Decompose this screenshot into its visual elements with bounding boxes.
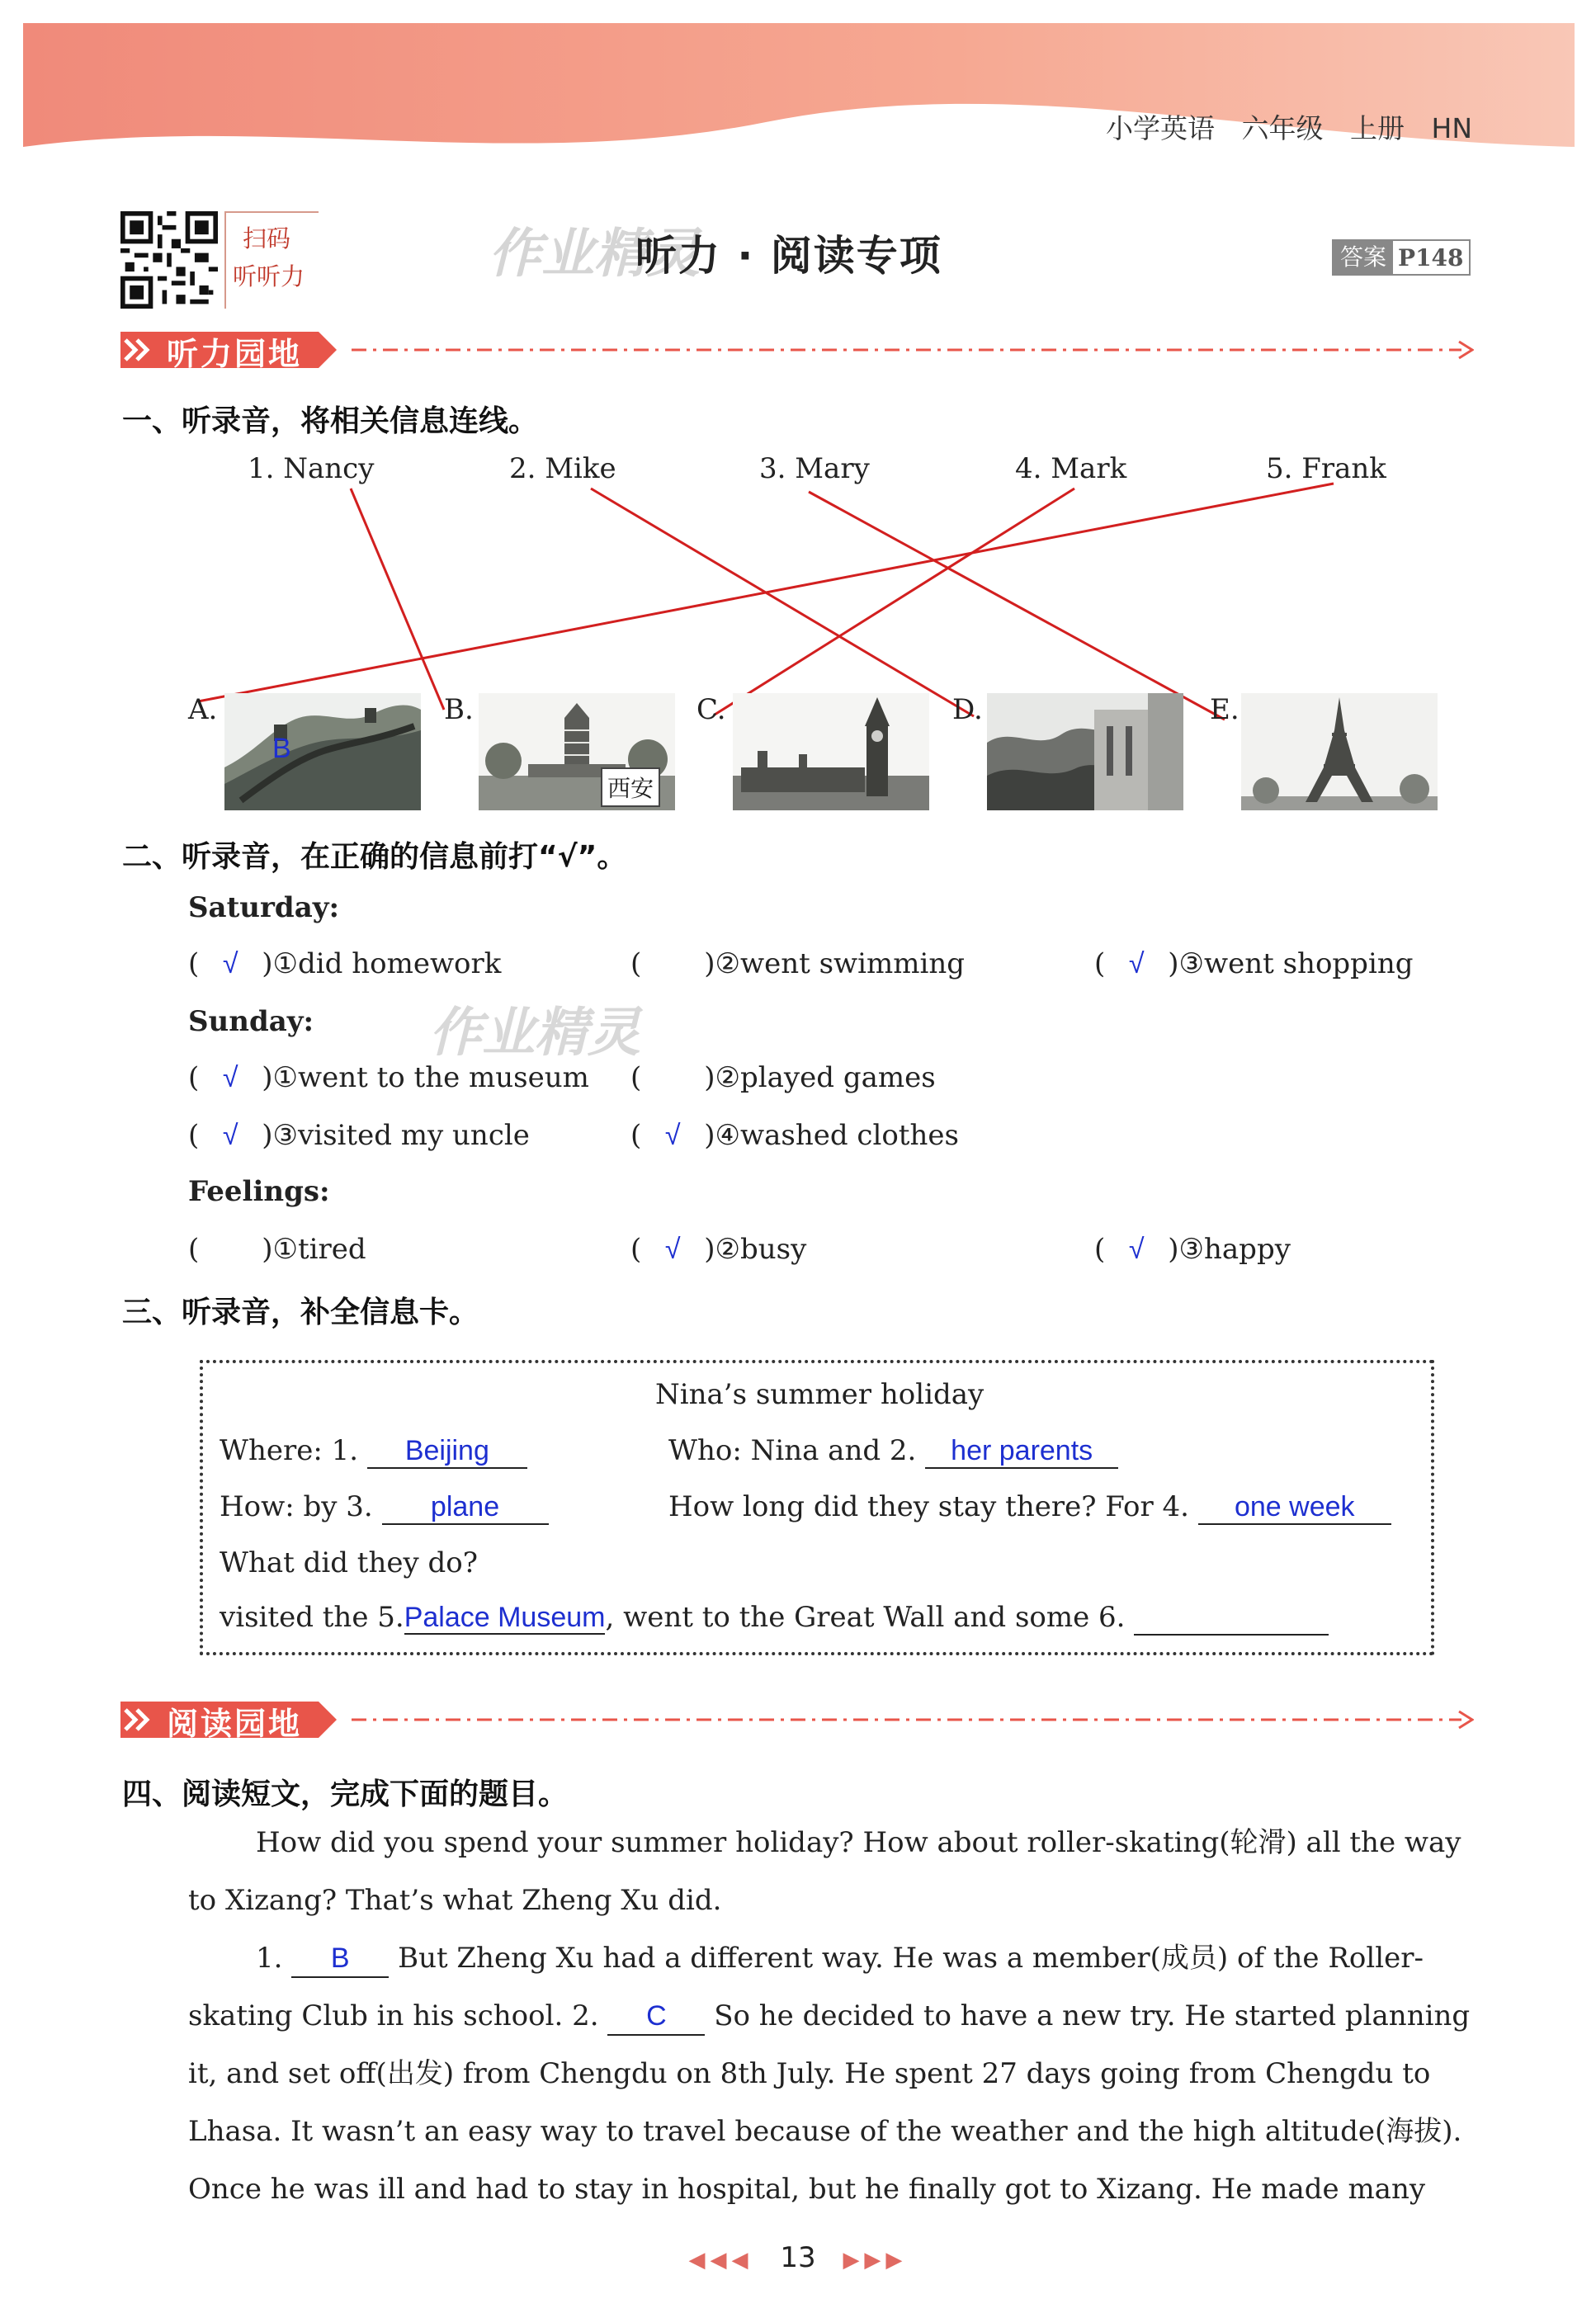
page-number: 13 — [780, 2241, 816, 2274]
check-mark: √ — [222, 948, 238, 979]
next-arrows-icon: ▶▶▶ — [843, 2248, 908, 2273]
watermark-top: 作业精灵 — [489, 224, 700, 285]
q2-sat-text-3: ③went shopping — [1178, 947, 1414, 980]
q2-sun-text-3: ③visited my uncle — [272, 1119, 530, 1152]
q1-name-frank: 5. Frank — [1266, 452, 1386, 485]
q4-prompt: 四、阅读短文，完成下面的题目。 — [122, 1777, 569, 1811]
q2-sun-item-1[interactable]: ( √ )①went to the museum — [188, 1061, 589, 1094]
q1-option-c: C. — [696, 693, 726, 726]
q2-feel-text-1: ①tired — [272, 1233, 366, 1266]
card-who-label: Who: Nina and 2. — [668, 1434, 917, 1467]
reading-section-title: 阅读园地 — [167, 1706, 303, 1742]
subject: 小学英语 — [1106, 112, 1215, 144]
check-mark: √ — [1128, 948, 1145, 979]
q2-feelings-label: Feelings: — [188, 1175, 330, 1208]
reading-banner — [120, 1698, 1474, 1741]
q2-feel-text-2: ②busy — [715, 1233, 807, 1266]
card-where — [220, 1434, 527, 1469]
q1-picture-a-mark: B — [272, 733, 291, 764]
q1-name-mike: 2. Mike — [509, 452, 616, 485]
passage-line-2: to Xizang? That’s what Zheng Xu did. — [188, 1884, 722, 1917]
card-howlong-answer[interactable]: one week — [1198, 1491, 1391, 1525]
card-where-label: Where: 1. — [220, 1434, 359, 1467]
answer-page: P148 — [1398, 243, 1464, 271]
q2-feel-item-1[interactable]: ( )①tired — [188, 1233, 366, 1266]
card-who-answer[interactable]: her parents — [925, 1435, 1118, 1469]
grade: 六年级 — [1241, 112, 1324, 144]
q2-sun-item-3[interactable]: ( √ )③visited my uncle — [188, 1119, 530, 1152]
q1-name-mark: 4. Mark — [1015, 452, 1127, 485]
passage-line-4-a: skating Club in his school. 2. — [188, 1999, 599, 2032]
q2-sat-item-3[interactable]: ( √ )③went shopping — [1094, 947, 1414, 980]
edition: HN — [1431, 112, 1472, 144]
check-mark: √ — [664, 1120, 681, 1151]
q1-option-a: A. — [188, 693, 218, 726]
page-title: 听力 · 阅读专项 — [635, 232, 942, 280]
q2-sat-text-1: ①did homework — [272, 947, 502, 980]
watermark-middle: 作业精灵 — [429, 1003, 640, 1064]
passage-line-7: Once he was ill and had to stay in hospital, but he finally got to Xizang. He made many — [188, 2173, 1426, 2206]
q1-option-e: E. — [1210, 693, 1239, 726]
q2-feel-item-2[interactable]: ( √ )②busy — [630, 1233, 807, 1266]
card-visited-label: visited the 5. — [220, 1601, 404, 1634]
card-visited — [220, 1601, 1329, 1636]
card-who — [668, 1434, 1118, 1469]
picture-great-wall — [224, 693, 421, 810]
passage-blank-1-num: 1. — [256, 1942, 283, 1975]
q2-sat-text-2: ②went swimming — [715, 947, 966, 980]
q1-prompt: 一、听录音，将相关信息连线。 — [122, 404, 539, 438]
picture-mount-tai — [987, 693, 1183, 810]
passage-line-3 — [256, 1929, 1424, 1987]
scan-line-2: 听听力 — [233, 262, 305, 290]
q1-option-d: D. — [952, 693, 983, 726]
q1-name-nancy: 1. Nancy — [248, 452, 375, 485]
answer-label: 答案 — [1334, 241, 1393, 274]
picture-big-ben — [733, 693, 929, 810]
card-howlong-label: How long did they stay there? For 4. — [668, 1490, 1189, 1523]
check-mark: √ — [1128, 1234, 1145, 1265]
card-how — [220, 1490, 549, 1525]
passage-line-4-b: So he decided to have a new try. He started planning — [714, 1999, 1471, 2032]
passage-line-4 — [188, 1987, 1470, 2045]
passage-line-6: Lhasa. It wasn’t an easy way to travel because of the weather and the high altitude(海拔). — [188, 2115, 1462, 2148]
card-went-label: , went to the Great Wall and some 6. — [605, 1601, 1126, 1634]
passage-blank-2[interactable]: C — [607, 1998, 705, 2036]
page-footer — [0, 2241, 1596, 2274]
q1-name-mary: 3. Mary — [759, 452, 870, 485]
prev-arrows-icon: ◀◀◀ — [688, 2248, 753, 2273]
check-mark: √ — [664, 1234, 681, 1265]
card-how-answer[interactable]: plane — [382, 1491, 549, 1525]
scan-line-1: 扫码 — [243, 224, 291, 253]
card-how-label: How: by 3. — [220, 1490, 373, 1523]
passage-line-3-text: But Zheng Xu had a different way. He was a member(成员) of the Roller- — [398, 1942, 1424, 1975]
check-mark: √ — [222, 1120, 238, 1151]
q2-sun-text-2: ②played games — [715, 1061, 936, 1094]
q2-feel-item-3[interactable]: ( √ )③happy — [1094, 1233, 1291, 1266]
q2-feel-text-3: ③happy — [1178, 1233, 1291, 1266]
card-what-label: What did they do? — [220, 1546, 478, 1579]
check-mark: √ — [222, 1062, 238, 1093]
picture-eiffel-tower — [1241, 693, 1438, 810]
card-howlong — [668, 1490, 1391, 1525]
q2-saturday-label: Saturday: — [188, 891, 340, 924]
q2-sun-item-4[interactable]: ( √ )④washed clothes — [630, 1119, 959, 1152]
q2-sat-item-1[interactable]: ( √ )①did homework — [188, 947, 502, 980]
q2-sat-item-2[interactable]: ( )②went swimming — [630, 947, 966, 980]
q2-prompt: 二、听录音，在正确的信息前打“√”。 — [122, 840, 627, 874]
picture-caption-xian: 西安 — [601, 767, 660, 807]
passage-line-1: How did you spend your summer holiday? How about roller-skating(轮滑) all the way — [256, 1826, 1461, 1859]
q2-sun-text-4: ④washed clothes — [715, 1119, 959, 1152]
q2-sun-item-2[interactable]: ( )②played games — [630, 1061, 936, 1094]
card-where-answer[interactable]: Beijing — [367, 1435, 527, 1469]
card-visited-answer[interactable]: Palace Museum — [404, 1602, 606, 1633]
card-blank-6[interactable] — [1134, 1601, 1329, 1636]
q1-option-b: B. — [444, 693, 474, 726]
q3-prompt: 三、听录音，补全信息卡。 — [122, 1296, 479, 1329]
volume: 上册 — [1350, 112, 1405, 144]
q2-sunday-label: Sunday: — [188, 1005, 314, 1038]
listening-section-title: 听力园地 — [167, 336, 303, 372]
q2-sun-text-1: ①went to the museum — [272, 1061, 589, 1094]
passage-blank-1[interactable]: B — [291, 1940, 389, 1978]
card-title: Nina’s summer holiday — [655, 1378, 985, 1411]
passage-line-5: it, and set off(出发) from Chengdu on 8th July. He spent 27 days going from Chengdu to — [188, 2057, 1431, 2090]
